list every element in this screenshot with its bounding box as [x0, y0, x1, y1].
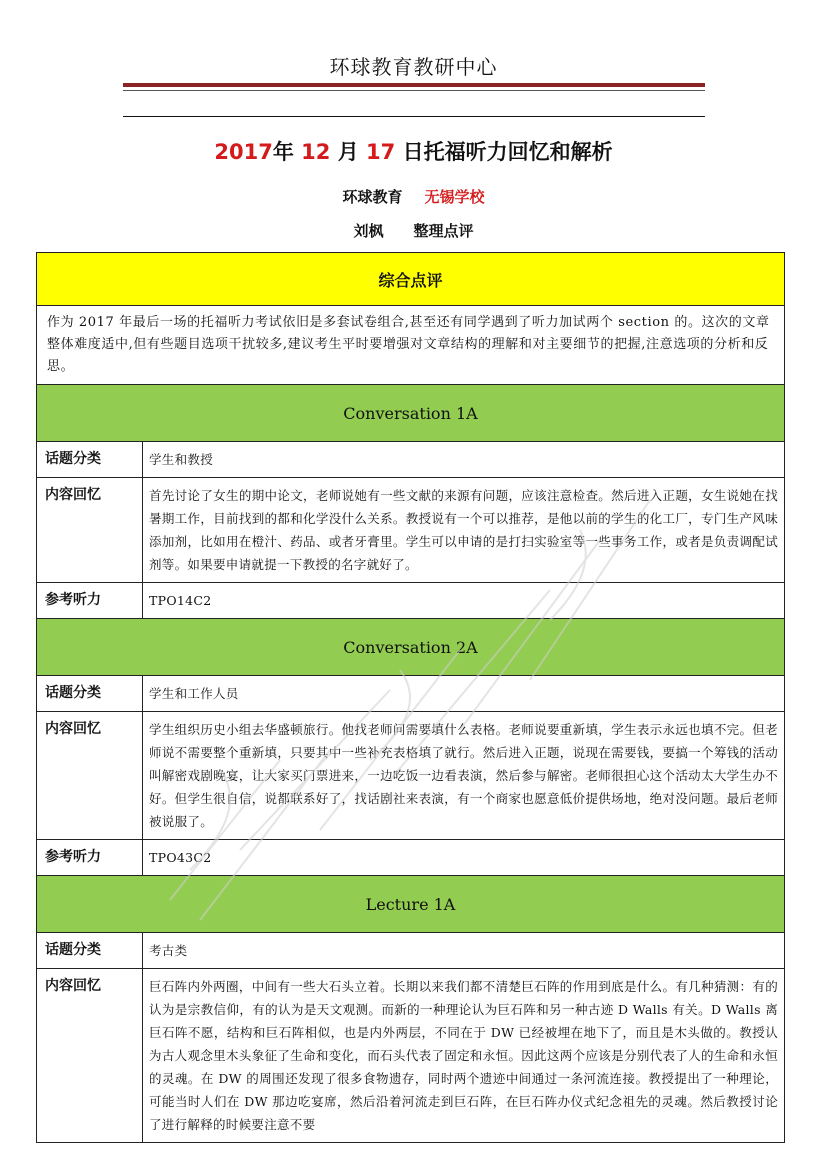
topic-row: [37, 441, 784, 477]
reference-label: 参考听力: [37, 583, 143, 618]
content-label: 内容回忆: [37, 712, 143, 839]
title-year-unit: 年: [272, 140, 294, 164]
header-rule-thin: [123, 90, 705, 91]
title-month: 12: [301, 140, 331, 164]
subtitle-author: 刘枫: [353, 222, 384, 240]
content-row: [37, 477, 784, 582]
subtitle-school: 无锡学校: [424, 188, 485, 206]
section-heading: Lecture 1A: [37, 875, 784, 932]
reference-label: 参考听力: [37, 840, 143, 875]
header-title: 环球教育教研中心: [329, 55, 498, 79]
section-heading: Conversation 2A: [37, 618, 784, 675]
title-day: 17: [366, 140, 396, 164]
title-year: 2017: [214, 140, 273, 164]
topic-label: 话题分类: [37, 442, 143, 477]
reference-value: TPO43C2: [149, 850, 212, 865]
overview-heading: 综合点评: [37, 253, 784, 305]
section-heading: Conversation 1A: [37, 384, 784, 441]
review-table: [36, 252, 785, 1143]
content-label: 内容回忆: [37, 478, 143, 582]
document-title: [0, 136, 827, 166]
subtitle-role: 整理点评: [413, 222, 474, 240]
title-month-unit: 月: [337, 140, 359, 164]
content-value: 学生组织历史小组去华盛顿旅行。他找老师问需要填什么表格。老师说要重新填，学生表示永远也填不完。但老师说不需要整个重新填，只要其中一些补充表格填了就行。然后进入正题，说现在需要钱，要搞一个筹钱的活动叫解密戏剧晚宴，让大家买门票进来，一边吃饭一边看表演，然后参与解密。老师很担心这个活动太大学生办不好。但学生很自信，说都联系好了，找话剧社来表演，有一个商家也愿意低价提供场地，绝对没问题。最后老师被说服了。: [149, 722, 778, 829]
reference-row: [37, 582, 784, 618]
content-value: 巨石阵内外两圈，中间有一些大石头立着。长期以来我们都不清楚巨石阵的作用到底是什么。有几种猜测：有的认为是宗教信仰，有的认为是天文观测。而新的一种理论认为巨石阵和另一种古迹 D Walls 有关。D Walls 离巨石阵不愿，结构和巨石阵相似，也是内外两层，不同在于 DW 已经被埋在地下了，而且是木头做的。教授认为古人观念里木头象征了生命和变化，而石头代表了固定和永恒。因此这两个应该是分别代表了人的生命和永恒的灵魂。在 DW 的周围还发现了很多食物遗存，同时两个遗迹中间通过一条河流连接。教授提出了一种理论，可能当时人们在 DW 那边吃宴席，然后沿着河流走到巨石阵，在巨石阵办仪式纪念祖先的灵魂。然后教授讨论了进行解释的时候要注意不要: [149, 979, 778, 1132]
overview-row: [37, 305, 784, 384]
content-row: [37, 968, 784, 1142]
topic-value: 学生和教授: [149, 452, 214, 467]
header-rule-underline: [123, 116, 705, 117]
content-value: 首先讨论了女生的期中论文，老师说她有一些文献的来源有问题，应该注意检查。然后进入正题，女生说她在找暑期工作，目前找到的都和化学没什么关系。教授说有一个可以推荐，是他以前的学生的化工厂，专门生产风味添加剂，比如用在橙汁、药品、或者牙膏里。学生可以申请的是打扫实验室等一些事务工作，或者是负责调配试剂等。如果要申请就提一下教授的名字就好了。: [149, 488, 778, 572]
reference-row: [37, 839, 784, 875]
title-rest: 日托福听力回忆和解析: [402, 140, 613, 164]
content-row: [37, 711, 784, 839]
overview-text: 作为 2017 年最后一场的托福听力考试依旧是多套试卷组合,甚至还有同学遇到了听力加试两个 section 的。这次的文章整体难度适中,但有些题目选项干扰较多,建议考生平时要增强对文章结构的理解和对主要细节的把握,注意选项的分析和反思。: [47, 315, 770, 374]
subtitle-org: 环球教育: [342, 188, 403, 206]
subtitle-org-line: [0, 186, 827, 207]
content-label: 内容回忆: [37, 969, 143, 1142]
reference-value: TPO14C2: [149, 593, 212, 608]
header-rule-thick: [123, 83, 705, 87]
topic-value: 考古类: [149, 943, 188, 958]
topic-value: 学生和工作人员: [149, 686, 239, 701]
topic-label: 话题分类: [37, 676, 143, 711]
topic-label: 话题分类: [37, 933, 143, 968]
topic-row: [37, 932, 784, 968]
topic-row: [37, 675, 784, 711]
subtitle-author-line: [0, 220, 827, 241]
